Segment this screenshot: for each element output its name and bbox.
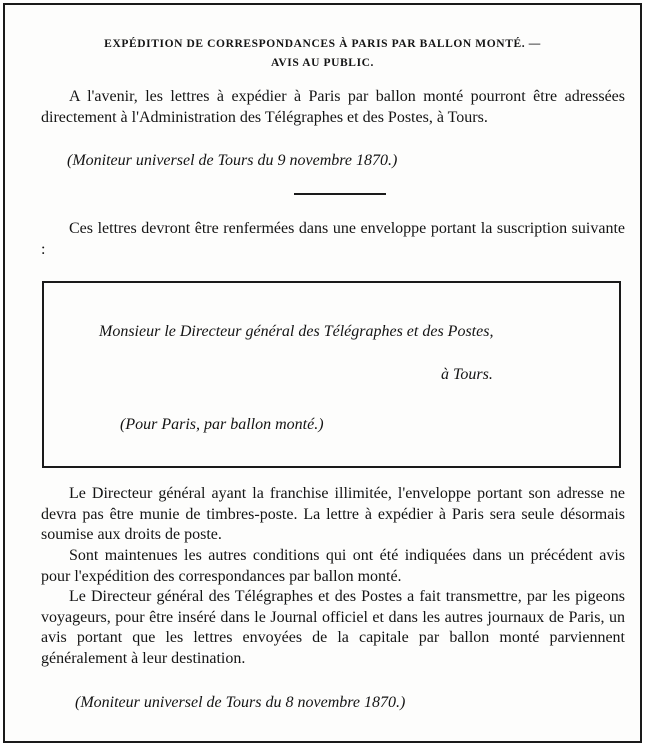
envelope-city: à Tours. [441,366,493,383]
envelope-routing-note: (Pour Paris, par ballon monté.) [120,416,324,433]
notice-2-intro: Ces lettres devront être renfermées dans une enveloppe portant la suscription suivante : [41,220,625,258]
section-divider [294,193,386,195]
envelope-addressee: Monsieur le Directeur général des Télégraphes et des Postes, [99,323,494,340]
heading-line-2: AVIS AU PUBLIC. [270,57,375,69]
notice-2-citation: (Moniteur universel de Tours du 8 novembre 1870.) [75,694,406,711]
notice-1-citation: (Moniteur universel de Tours du 9 novembre 1870.) [67,152,398,169]
notice-2-paragraph-franking: Le Directeur général ayant la franchise illimitée, l'enveloppe portant son adresse ne devra pas être munie de timbres-poste. La lettre à expédier à Paris sera seule désormais soumise aux droits de poste. [41,485,625,543]
notice-2-paragraph-conditions: Sont maintenues les autres conditions qui ont été indiquées dans un précédent avis pour l'expédition des correspondances par ballon monté. [41,547,625,585]
document-page [3,3,642,743]
notice-2-paragraph-pigeons: Le Directeur général des Télégraphes et des Postes a fait transmettre, par les pigeons voyageurs, pour être inséré dans le Journal officiel et dans les autres journaux de Paris, un avis portant que les lettres envoyées de la capitale par ballon monté parviennent généralement à leur destination. [41,588,625,667]
notice-1-paragraph: A l'avenir, les lettres à expédier à Paris par ballon monté pourront être adressées directement à l'Administration des Télégraphes et des Postes, à Tours. [41,88,625,126]
heading-line-1: EXPÉDITION DE CORRESPONDANCES À PARIS PAR BALLON MONTÉ. — [104,38,541,50]
envelope-address-box [42,281,621,468]
